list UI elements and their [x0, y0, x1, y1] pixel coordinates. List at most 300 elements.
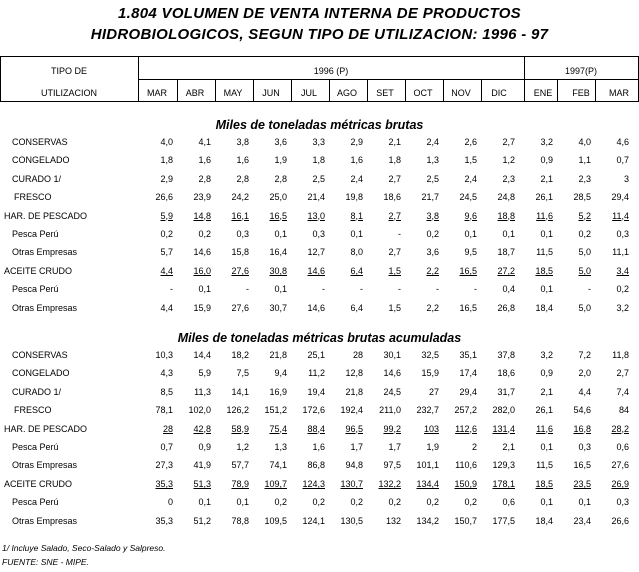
table-cell: 23,9	[193, 192, 211, 203]
table-cell: 31,7	[497, 386, 515, 397]
table-cell: 32,5	[421, 350, 439, 360]
table-cell: 14,6	[307, 265, 325, 276]
table-cell: 57,7	[231, 460, 249, 471]
month-header: OCT	[413, 88, 433, 98]
table-cell: 103	[423, 423, 439, 434]
table-cell: 30,8	[269, 265, 287, 276]
table-cell: 26,8	[497, 302, 515, 313]
table-cell: 2,5	[312, 173, 325, 184]
table-cell: 37,8	[497, 350, 515, 360]
month-divider	[253, 80, 254, 101]
row-label: Pesca Perú	[12, 229, 59, 239]
table-cell: 0,6	[616, 442, 629, 452]
table-cell: 0,1	[540, 229, 553, 239]
table-cell: 11,6	[536, 423, 553, 434]
table-cell: 18,6	[497, 368, 515, 379]
table-cell: 14,1	[231, 386, 249, 397]
table-cell: 1,2	[502, 155, 515, 166]
table-cell: 27,3	[155, 460, 173, 471]
table-cell: 5,0	[578, 247, 591, 258]
table-cell: 4,4	[578, 386, 591, 397]
table-cell: 0,2	[464, 497, 477, 508]
table-cell: 1,2	[236, 442, 249, 452]
table-cell: 12,8	[345, 368, 363, 379]
table-cell: 1,6	[198, 155, 211, 166]
table-cell: 3,3	[312, 137, 325, 147]
table-cell: 2,1	[540, 173, 553, 184]
table-cell: 110,6	[455, 460, 477, 471]
row-label: CONSERVAS	[12, 137, 68, 147]
table-cell: 257,2	[454, 405, 477, 416]
row-label: HAR. DE PESCADO	[4, 210, 88, 221]
table-cell: 134,4	[416, 478, 439, 489]
table-cell: 11,5	[536, 460, 553, 471]
month-header: MAR	[147, 88, 167, 98]
table-cell: 86,8	[307, 460, 325, 471]
table-cell: 14,6	[383, 368, 401, 379]
table-cell: 4,4	[160, 302, 173, 313]
table-cell: 12,7	[307, 247, 325, 258]
table-cell: 0,3	[578, 442, 591, 452]
table-cell: 16,8	[573, 423, 591, 434]
table-cell: 19,4	[307, 386, 325, 397]
table-cell: 1,3	[274, 442, 287, 452]
table-cell: -	[170, 284, 173, 295]
table-cell: 28,5	[573, 192, 591, 203]
table-cell: 26,6	[155, 192, 173, 203]
table-cell: 18,4	[535, 302, 553, 313]
table-cell: 102,0	[188, 405, 211, 416]
table-cell: -	[246, 284, 249, 295]
table-cell: 99,2	[383, 423, 401, 434]
table-cell: 21,4	[307, 192, 325, 203]
table-cell: 84	[618, 405, 629, 416]
table-cell: 0	[167, 497, 173, 508]
table-cell: 78,8	[231, 515, 249, 526]
table-cell: 0,1	[540, 284, 553, 295]
table-cell: 0,1	[274, 284, 287, 295]
year-underline-1997	[524, 79, 638, 80]
table-cell: 96,5	[345, 423, 363, 434]
table-cell: 1,6	[350, 155, 363, 166]
month-header: NOV	[451, 88, 471, 98]
table-cell: 1,5	[388, 302, 401, 313]
table-cell: 0,2	[426, 497, 439, 508]
table-cell: 2,8	[198, 173, 211, 184]
table-cell: 15,9	[193, 302, 211, 313]
table-cell: 2,0	[578, 368, 591, 379]
table-cell: 23,5	[573, 478, 591, 489]
table-cell: 2,5	[426, 173, 439, 184]
table-cell: 6,4	[350, 302, 363, 313]
table-cell: 1,9	[274, 155, 287, 166]
table-cell: 2,4	[426, 137, 439, 147]
table-cell: 2,1	[540, 386, 553, 397]
table-cell: 16,4	[269, 247, 287, 258]
row-label: Otras Empresas	[12, 460, 78, 471]
table-cell: 27,6	[231, 302, 249, 313]
table-cell: 1,5	[388, 265, 401, 276]
table-cell: 0,9	[198, 442, 211, 452]
table-cell: 17,4	[459, 368, 477, 379]
table-cell: 8,0	[350, 247, 363, 258]
table-cell: 8,5	[160, 386, 173, 397]
table-cell: 24,2	[231, 192, 249, 203]
table-cell: 16,5	[459, 265, 477, 276]
table-cell: 2,7	[502, 137, 515, 147]
table-cell: 29,4	[611, 192, 629, 203]
table-cell: 2,9	[350, 137, 363, 147]
table-cell: 0,3	[616, 497, 629, 508]
table-cell: 177,5	[492, 515, 515, 526]
table-cell: 24,8	[497, 192, 515, 203]
table-cell: 3,2	[540, 137, 553, 147]
month-divider	[595, 80, 596, 101]
row-label: Pesca Perú	[12, 442, 59, 452]
month-header: ABR	[185, 88, 205, 98]
table-cell: 16,5	[459, 302, 477, 313]
table-cell: 2,4	[350, 173, 363, 184]
row-label: CONGELADO	[12, 155, 70, 166]
row-label: Pesca Perú	[12, 497, 59, 508]
table-cell: -	[360, 284, 363, 295]
row-label: HAR. DE PESCADO	[4, 423, 88, 434]
table-cell: 134,2	[416, 515, 439, 526]
title-line-2: HIDROBIOLOGICOS, SEGUN TIPO DE UTILIZACION: 1996 - 97	[90, 26, 549, 43]
table-cell: 109,5	[264, 515, 287, 526]
table-cell: 19,8	[345, 192, 363, 203]
table-cell: 0,1	[502, 229, 515, 239]
table-cell: 0,1	[540, 497, 553, 508]
row-label: Otras Empresas	[12, 515, 78, 526]
table-cell: 3,6	[426, 247, 439, 258]
table-cell: 101,1	[416, 460, 439, 471]
row-label: ACEITE CRUDO	[4, 478, 73, 489]
table-cell: 18,5	[535, 478, 553, 489]
table-cell: 126,2	[226, 405, 249, 416]
section-2-title: Miles de toneladas métricas brutas acumuladas	[177, 331, 462, 345]
table-cell: 130,5	[340, 515, 363, 526]
table-cell: 11,3	[194, 386, 211, 397]
table-cell: 151,2	[264, 405, 287, 416]
table-cell: 2	[471, 442, 477, 452]
table-cell: 13,0	[307, 210, 325, 221]
table-cell: 28,2	[611, 423, 629, 434]
table-cell: 132	[385, 515, 401, 526]
table-cell: 0,7	[160, 442, 173, 452]
table-cell: 18,8	[497, 210, 515, 221]
table-cell: 30,7	[269, 302, 287, 313]
table-cell: 232,7	[416, 405, 439, 416]
table-cell: 3,8	[426, 210, 439, 221]
table-cell: 124,3	[302, 478, 325, 489]
table-cell: 16,5	[269, 210, 287, 221]
table-cell: 94,8	[345, 460, 363, 471]
month-header: DIC	[491, 88, 507, 98]
table-cell: 0,2	[198, 229, 211, 239]
table-cell: 0,4	[502, 284, 515, 295]
table-cell: 0,1	[198, 284, 211, 295]
table-cell: 0,2	[274, 497, 287, 508]
table-cell: 2,4	[464, 173, 477, 184]
table-cell: 1,9	[426, 442, 439, 452]
table-cell: 18,6	[383, 192, 401, 203]
table-cell: 74,1	[269, 460, 287, 471]
table-cell: 51,2	[193, 515, 211, 526]
table-cell: 9,4	[274, 368, 287, 379]
table-cell: 29,4	[459, 386, 477, 397]
month-divider	[443, 80, 444, 101]
month-header: JUL	[300, 88, 317, 98]
table-cell: -	[436, 284, 439, 295]
table-cell: 0,2	[616, 284, 629, 295]
table-cell: 26,1	[535, 192, 553, 203]
table-cell: -	[474, 284, 477, 295]
table-cell: 42,8	[193, 423, 211, 434]
header-top-rule	[0, 56, 639, 57]
table-cell: 54,6	[573, 405, 591, 416]
table-cell: 27,6	[231, 265, 249, 276]
table-cell: 2,8	[274, 173, 287, 184]
table-cell: 2,3	[578, 173, 591, 184]
table-cell: 3,2	[616, 302, 629, 313]
table-cell: 109,7	[264, 478, 287, 489]
table-cell: 0,1	[350, 229, 363, 239]
table-cell: 21,8	[345, 386, 363, 397]
table-cell: 27,6	[611, 460, 629, 471]
table-cell: 0,7	[616, 155, 629, 166]
table-cell: 16,1	[231, 210, 249, 221]
table-cell: 41,9	[193, 460, 211, 471]
row-label: CURADO 1/	[12, 173, 62, 184]
table-cell: 1,6	[236, 155, 249, 166]
header-bottom-rule	[0, 101, 639, 102]
table-cell: 1,8	[160, 155, 173, 166]
table-cell: 0,9	[540, 155, 553, 166]
table-cell: 18,5	[535, 265, 553, 276]
table-cell: 9,5	[464, 247, 477, 258]
table-cell: 0,2	[426, 229, 439, 239]
row-label: CURADO 1/	[12, 386, 62, 397]
table-cell: 0,2	[350, 497, 363, 508]
table-cell: 0,1	[578, 497, 591, 508]
year-1997-label: 1997(P)	[564, 66, 598, 76]
table-cell: 5,0	[578, 265, 591, 276]
row-label: ACEITE CRUDO	[4, 265, 73, 276]
table-cell: 172,6	[302, 405, 325, 416]
month-header: MAR	[609, 88, 629, 98]
table-cell: 0,3	[236, 229, 249, 239]
table-cell: 0,1	[464, 229, 477, 239]
row-label: FRESCO	[14, 192, 52, 203]
table-cell: 0,2	[312, 497, 325, 508]
table-cell: 26,9	[611, 478, 629, 489]
table-cell: 0,6	[502, 497, 515, 508]
table-cell: 35,3	[155, 478, 173, 489]
column-label-utilizacion: UTILIZACION	[40, 88, 97, 98]
month-header: JUN	[262, 88, 280, 98]
table-cell: 23,4	[573, 515, 591, 526]
table-cell: 1,6	[312, 442, 325, 452]
table-cell: 11,8	[612, 350, 629, 360]
table-cell: 11,6	[536, 210, 553, 221]
table-cell: 11,2	[308, 368, 325, 379]
table-cell: 14,6	[193, 247, 211, 258]
month-divider	[557, 80, 558, 101]
table-cell: 4,4	[160, 265, 173, 276]
footnote: 1/ Incluye Salado, Seco-Salado y Salpreso.	[2, 543, 166, 553]
month-divider	[291, 80, 292, 101]
table-cell: 129,3	[492, 460, 515, 471]
table-cell: 27	[428, 386, 439, 397]
table-cell: 5,2	[578, 210, 591, 221]
table-cell: 1,8	[388, 155, 401, 166]
table-cell: 211,0	[379, 405, 401, 416]
table-cell: 124,1	[302, 515, 325, 526]
table-cell: 282,0	[492, 405, 515, 416]
column-label-tipo: TIPO DE	[50, 66, 87, 76]
table-cell: 21,8	[269, 350, 287, 360]
table-cell: 0,1	[236, 497, 249, 508]
month-divider	[481, 80, 482, 101]
table-cell: 14,4	[193, 350, 211, 360]
table-cell: 18,2	[231, 350, 249, 360]
table-cell: 16,0	[193, 265, 211, 276]
month-divider	[367, 80, 368, 101]
table-cell: 26,6	[611, 515, 629, 526]
table-cell: 1,7	[388, 442, 401, 452]
table-cell: 0,1	[274, 229, 287, 239]
table-cell: 88,4	[307, 423, 325, 434]
table-cell: 35,3	[155, 515, 173, 526]
row-label: Otras Empresas	[12, 302, 78, 313]
table-cell: 3,6	[274, 137, 287, 147]
table-cell: 10,3	[155, 350, 173, 360]
table-cell: 97,5	[383, 460, 401, 471]
table-cell: 0,3	[312, 229, 325, 239]
table-cell: 25,1	[307, 350, 325, 360]
source-note: FUENTE: SNE - MIPE.	[2, 557, 89, 567]
table-cell: 26,1	[535, 405, 553, 416]
month-divider	[177, 80, 178, 101]
table-cell: 15,8	[231, 247, 249, 258]
table-cell: 131,4	[492, 423, 515, 434]
table-cell: 11,1	[612, 247, 629, 258]
table-cell: 25,0	[269, 192, 287, 203]
table-cell: 150,7	[454, 515, 477, 526]
table-cell: 7,5	[236, 368, 249, 379]
table-cell: 5,7	[160, 247, 173, 258]
table-cell: 112,6	[455, 423, 477, 434]
table-cell: 2,8	[236, 173, 249, 184]
table-cell: 7,2	[578, 350, 591, 360]
row-label: Otras Empresas	[12, 247, 78, 258]
table-cell: 14,8	[193, 210, 211, 221]
section-1-title: Miles de toneladas métricas brutas	[215, 118, 424, 132]
year-underline-1996	[138, 79, 524, 80]
table-cell: 192,4	[340, 405, 363, 416]
table-cell: 27,2	[497, 265, 515, 276]
table-cell: -	[398, 284, 401, 295]
table-cell: 1,7	[350, 442, 363, 452]
month-header: MAY	[223, 88, 243, 98]
month-divider	[329, 80, 330, 101]
table-cell: 16,5	[573, 460, 591, 471]
month-header: FEB	[572, 88, 590, 98]
row-label: Pesca Perú	[12, 284, 59, 295]
table-cell: 51,3	[193, 478, 211, 489]
table-cell: 0,1	[198, 497, 211, 508]
table-cell: 2,3	[502, 173, 515, 184]
table-cell: 2,2	[426, 265, 439, 276]
table-cell: 1,5	[464, 155, 477, 166]
table-cell: 2,9	[160, 173, 173, 184]
table-cell: 16,9	[269, 386, 287, 397]
table-cell: 15,9	[421, 368, 439, 379]
table-cell: 5,9	[160, 210, 173, 221]
table-cell: 9,6	[464, 210, 477, 221]
table-cell: 5,9	[198, 368, 211, 379]
table-cell: 2,2	[426, 302, 439, 313]
table-cell: 0,9	[540, 368, 553, 379]
table-cell: 0,2	[160, 229, 173, 239]
table-cell: 4,0	[160, 137, 173, 147]
table-cell: -	[398, 229, 401, 239]
table-cell: 1,8	[312, 155, 325, 166]
table-cell: 6,4	[350, 265, 363, 276]
title-line-1: 1.804 VOLUMEN DE VENTA INTERNA DE PRODUCTOS	[118, 5, 521, 22]
table-cell: 2,7	[388, 210, 401, 221]
table-cell: 2,6	[464, 137, 477, 147]
row-label: CONSERVAS	[12, 350, 68, 360]
table-cell: 35,1	[459, 350, 477, 360]
table-cell: 58,9	[231, 423, 249, 434]
table-cell: 2,7	[388, 173, 401, 184]
table-cell: 1,3	[426, 155, 439, 166]
table-cell: 0,2	[578, 229, 591, 239]
table-cell: 3,8	[236, 137, 249, 147]
table-cell: 14,6	[307, 302, 325, 313]
table-cell: 8,1	[350, 210, 363, 221]
table-cell: 5,0	[578, 302, 591, 313]
table-cell: 3,4	[616, 265, 629, 276]
table-cell: 3,2	[540, 350, 553, 360]
table-cell: 28	[162, 423, 173, 434]
month-header: SET	[376, 88, 394, 98]
table-cell: 28	[352, 350, 363, 360]
month-divider	[405, 80, 406, 101]
table-cell: 0,1	[540, 442, 553, 452]
table-cell: 11,4	[612, 210, 629, 221]
table-cell: 2,7	[388, 247, 401, 258]
year-1996-label: 1996 (P)	[313, 66, 349, 76]
table-cell: 11,5	[536, 247, 553, 258]
table-cell: 7,4	[616, 386, 629, 397]
table-cell: 2,7	[616, 368, 629, 379]
table-cell: 2,1	[388, 137, 401, 147]
table-cell: 0,3	[616, 229, 629, 239]
month-header: ENE	[533, 88, 553, 98]
table-cell: 4,3	[160, 368, 173, 379]
table-cell: 130,7	[340, 478, 363, 489]
table-cell: 3	[623, 173, 629, 184]
table-cell: 21,7	[421, 192, 439, 203]
table-cell: 4,0	[578, 137, 591, 147]
table-cell: 30,1	[383, 350, 401, 360]
table-cell: 24,5	[383, 386, 401, 397]
table-cell: -	[588, 284, 591, 295]
table-cell: 18,4	[535, 515, 553, 526]
